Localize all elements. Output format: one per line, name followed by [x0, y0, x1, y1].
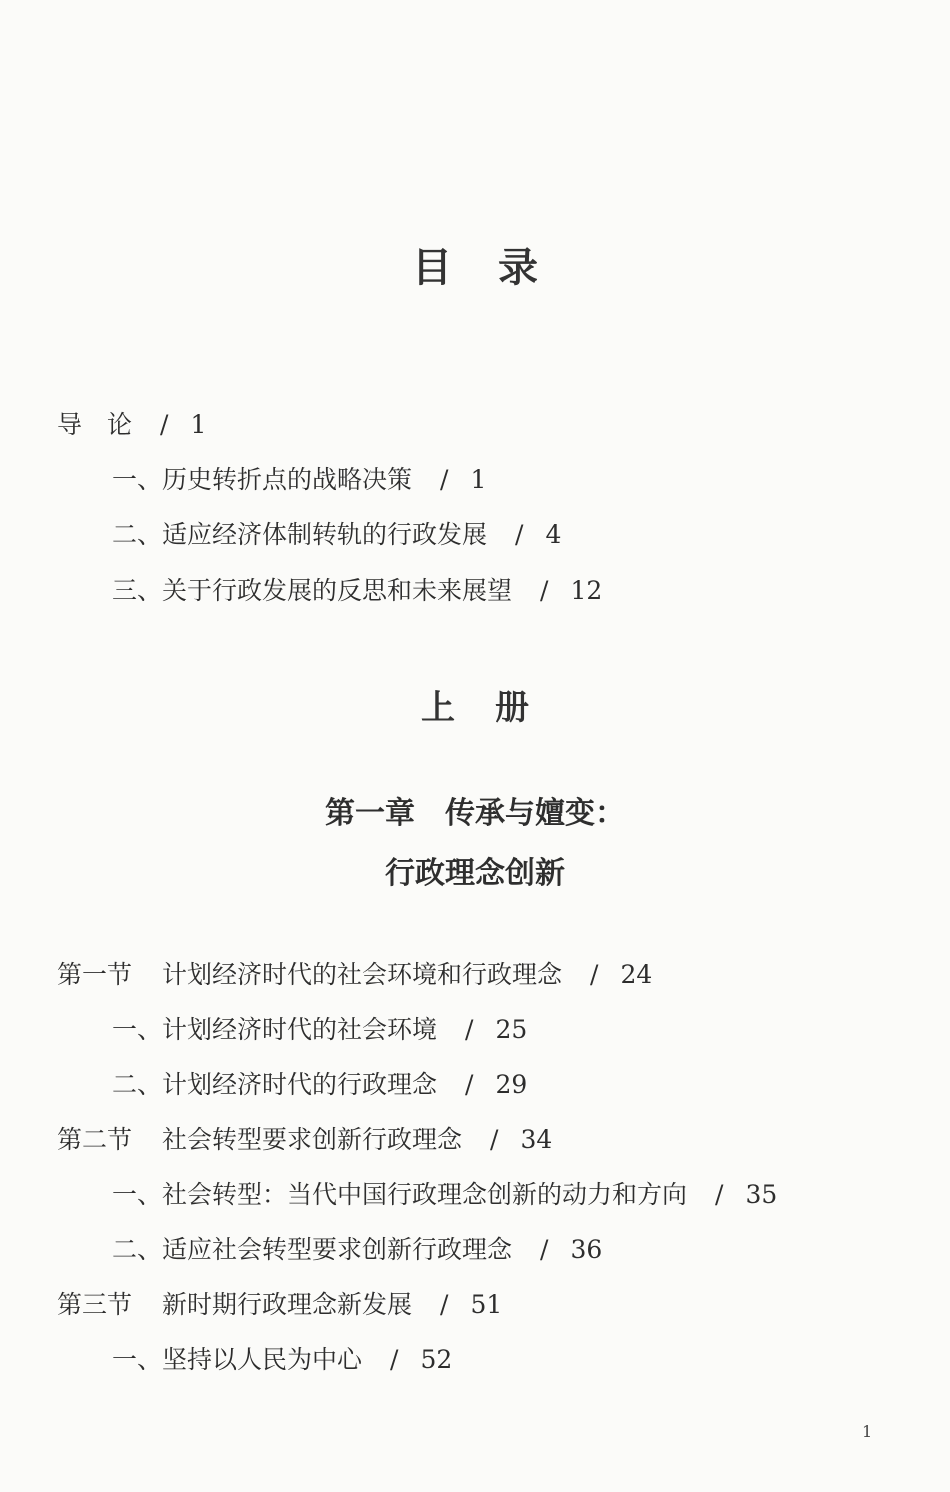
toc-entry-title: 一、历史转折点的战略决策	[112, 465, 413, 494]
toc-separator: /	[490, 1125, 499, 1154]
toc-page-ref: 24	[620, 960, 653, 989]
toc-separator: /	[440, 1290, 449, 1319]
toc-page-ref: 25	[495, 1015, 528, 1044]
chapter-heading-line2: 行政理念创新	[385, 856, 565, 891]
toc-separator: /	[465, 1015, 474, 1044]
toc-entry-2-1[interactable]	[112, 1182, 777, 1207]
toc-entry-1-2[interactable]	[112, 1072, 527, 1097]
toc-entry-title: 二、计划经济时代的行政理念	[112, 1070, 438, 1099]
toc-page-ref: 29	[495, 1070, 528, 1099]
toc-separator: /	[540, 1235, 549, 1264]
toc-entry-title: 二、适应经济体制转轨的行政发展	[112, 520, 488, 549]
toc-entry-intro[interactable]	[57, 412, 206, 437]
toc-separator: /	[465, 1070, 474, 1099]
toc-separator: /	[440, 465, 449, 494]
toc-entry-1-1[interactable]	[112, 1017, 527, 1042]
page-number: 1	[862, 1422, 873, 1441]
toc-entry-intro-2[interactable]	[112, 522, 561, 547]
toc-page-ref: 36	[570, 1235, 603, 1264]
toc-entry-title: 新时期行政理念新发展	[162, 1290, 413, 1319]
toc-separator: /	[715, 1180, 724, 1209]
toc-entry-title: 导 论	[57, 410, 133, 439]
toc-entry-title: 一、计划经济时代的社会环境	[112, 1015, 438, 1044]
toc-page-ref: 1	[470, 465, 487, 494]
volume-heading: 上册	[421, 688, 569, 728]
toc-entry-2-2[interactable]	[112, 1237, 602, 1262]
toc-separator: /	[160, 410, 169, 439]
toc-section-2[interactable]	[57, 1127, 552, 1152]
toc-separator: /	[515, 520, 524, 549]
toc-section-1[interactable]	[57, 962, 652, 987]
toc-entry-intro-3[interactable]	[112, 578, 602, 603]
toc-separator: /	[540, 576, 549, 605]
toc-section-3[interactable]	[57, 1292, 502, 1317]
toc-page-ref: 35	[745, 1180, 778, 1209]
toc-separator: /	[390, 1345, 399, 1374]
toc-heading: 目录	[412, 245, 584, 291]
toc-entry-title: 一、社会转型：当代中国行政理念创新的动力和方向	[112, 1180, 688, 1209]
toc-separator: /	[590, 960, 599, 989]
toc-entry-title: 一、坚持以人民为中心	[112, 1345, 363, 1374]
toc-entry-title: 计划经济时代的社会环境和行政理念	[162, 960, 563, 989]
chapter-heading-line1: 第一章 传承与嬗变：	[325, 796, 625, 831]
toc-page-ref: 1	[190, 410, 207, 439]
toc-entry-title: 三、关于行政发展的反思和未来展望	[112, 576, 513, 605]
section-label: 第二节	[57, 1125, 133, 1154]
toc-entry-title: 社会转型要求创新行政理念	[162, 1125, 463, 1154]
toc-entry-3-1[interactable]	[112, 1347, 452, 1372]
toc-page-ref: 52	[420, 1345, 453, 1374]
toc-page-ref: 34	[520, 1125, 553, 1154]
toc-page-ref: 12	[570, 576, 603, 605]
section-label: 第三节	[57, 1290, 133, 1319]
toc-page-ref: 4	[545, 520, 562, 549]
toc-entry-title: 二、适应社会转型要求创新行政理念	[112, 1235, 513, 1264]
toc-entry-intro-1[interactable]	[112, 467, 486, 492]
section-label: 第一节	[57, 960, 133, 989]
toc-page-ref: 51	[470, 1290, 503, 1319]
